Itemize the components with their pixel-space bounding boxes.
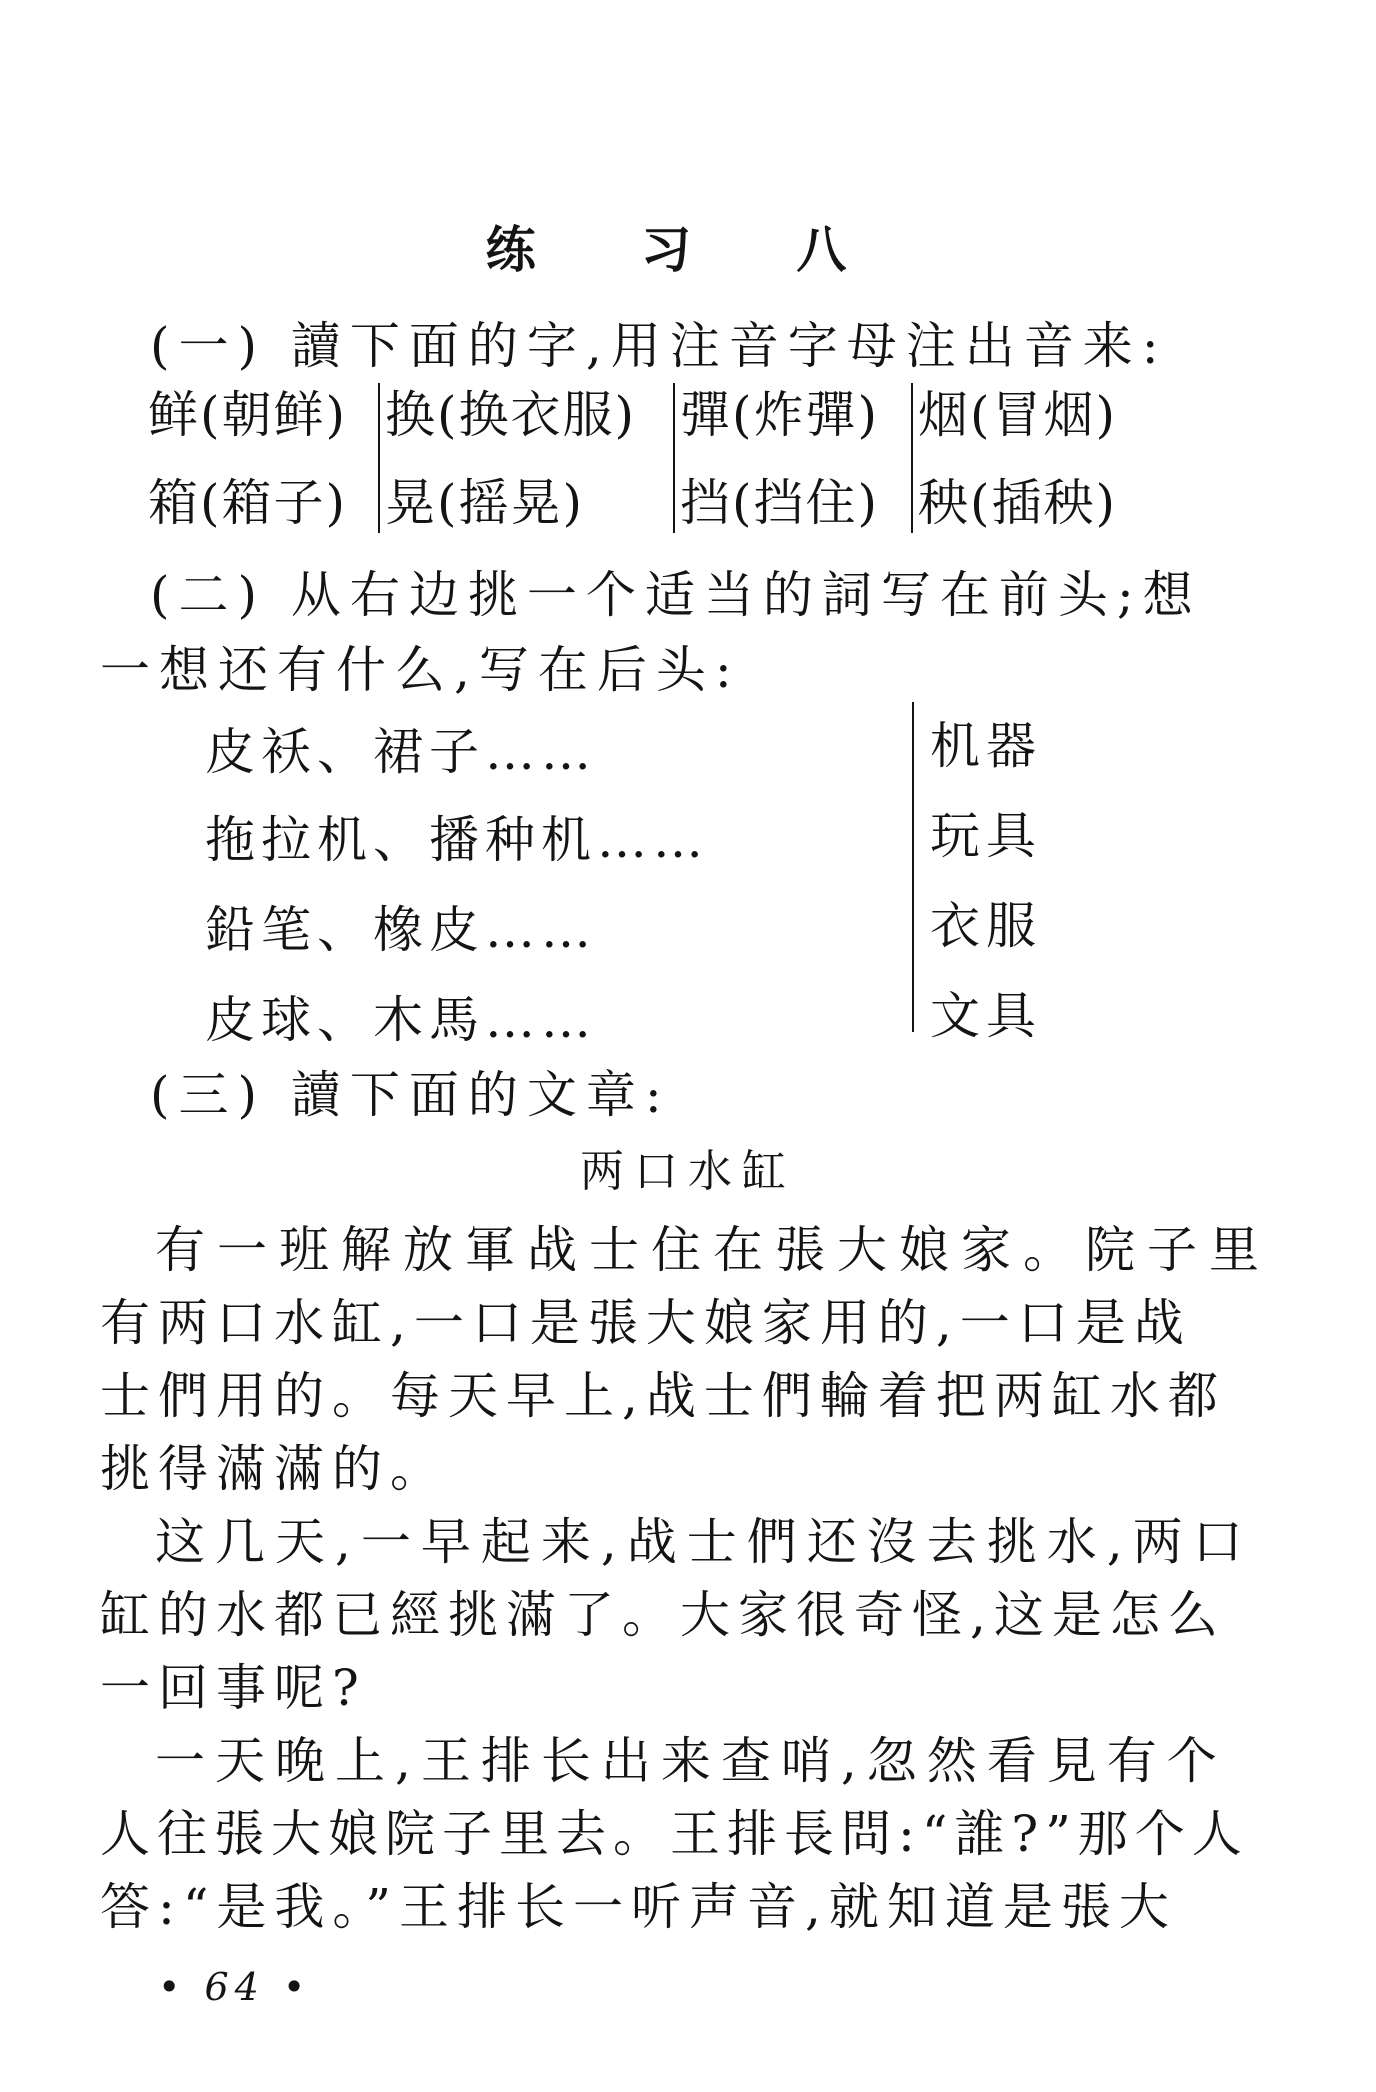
- word-item: 皮球、木馬……: [205, 991, 597, 1049]
- page-number: • 64 •: [158, 1965, 312, 2009]
- grid-cell: 烟(冒烟): [918, 386, 1118, 444]
- grid-divider: [911, 383, 913, 533]
- story-line: 士們用的。每天早上,战士們輪着把两缸水都: [100, 1367, 1226, 1425]
- part3-heading: (三) 讀下面的文章:: [150, 1066, 671, 1124]
- grid-cell: 鲜(朝鲜): [148, 386, 348, 444]
- grid-cell: 箱(箱子): [148, 474, 348, 532]
- part1-heading: (一) 讀下面的字,用注音字母注出音来:: [150, 317, 1168, 375]
- grid-cell: 彈(炸彈): [680, 386, 880, 444]
- story-line: 有一班解放軍战士住在張大娘家。院子里: [155, 1221, 1271, 1279]
- word-item: 鉛笔、橡皮……: [205, 901, 597, 959]
- category-item: 衣服: [930, 897, 1042, 955]
- part2-heading: (二) 从右边挑一个适当的詞写在前头;想: [150, 566, 1202, 624]
- story-line: 缸的水都已經挑滿了。大家很奇怪,这是怎么: [100, 1586, 1226, 1644]
- category-item: 机器: [930, 717, 1042, 775]
- part2-heading-cont: 一想还有什么,写在后头:: [100, 641, 741, 699]
- story-line: 挑得滿滿的。: [100, 1440, 448, 1498]
- story-line: 一回事呢?: [100, 1659, 367, 1717]
- story-line: 这几天,一早起来,战士們还沒去挑水,两口: [155, 1513, 1253, 1571]
- word-item: 拖拉机、播种机……: [205, 811, 709, 869]
- category-divider: [912, 702, 914, 1032]
- story-line: 答:“是我。”王排长一听声音,就知道是張大: [100, 1878, 1177, 1936]
- grid-divider: [378, 383, 380, 533]
- story-line: 有两口水缸,一口是張大娘家用的,一口是战: [100, 1294, 1192, 1352]
- pronunciation-grid: [148, 375, 1148, 540]
- category-item: 文具: [930, 987, 1042, 1045]
- story-title: 两口水缸: [580, 1146, 796, 1197]
- grid-cell: 秧(插秧): [918, 474, 1118, 532]
- grid-cell: 晃(摇晃): [385, 474, 585, 532]
- category-item: 玩具: [930, 807, 1042, 865]
- story-line: 人往張大娘院子里去。王排長問:“誰?”那个人: [100, 1805, 1249, 1863]
- grid-cell: 换(换衣服): [385, 386, 637, 444]
- exercise-title: 练 习 八: [485, 220, 891, 279]
- story-line: 一天晚上,王排长出来查哨,忽然看見有个: [155, 1732, 1227, 1790]
- word-item: 皮袄、裙子……: [205, 723, 597, 781]
- grid-divider: [673, 383, 675, 533]
- grid-cell: 挡(挡住): [680, 474, 880, 532]
